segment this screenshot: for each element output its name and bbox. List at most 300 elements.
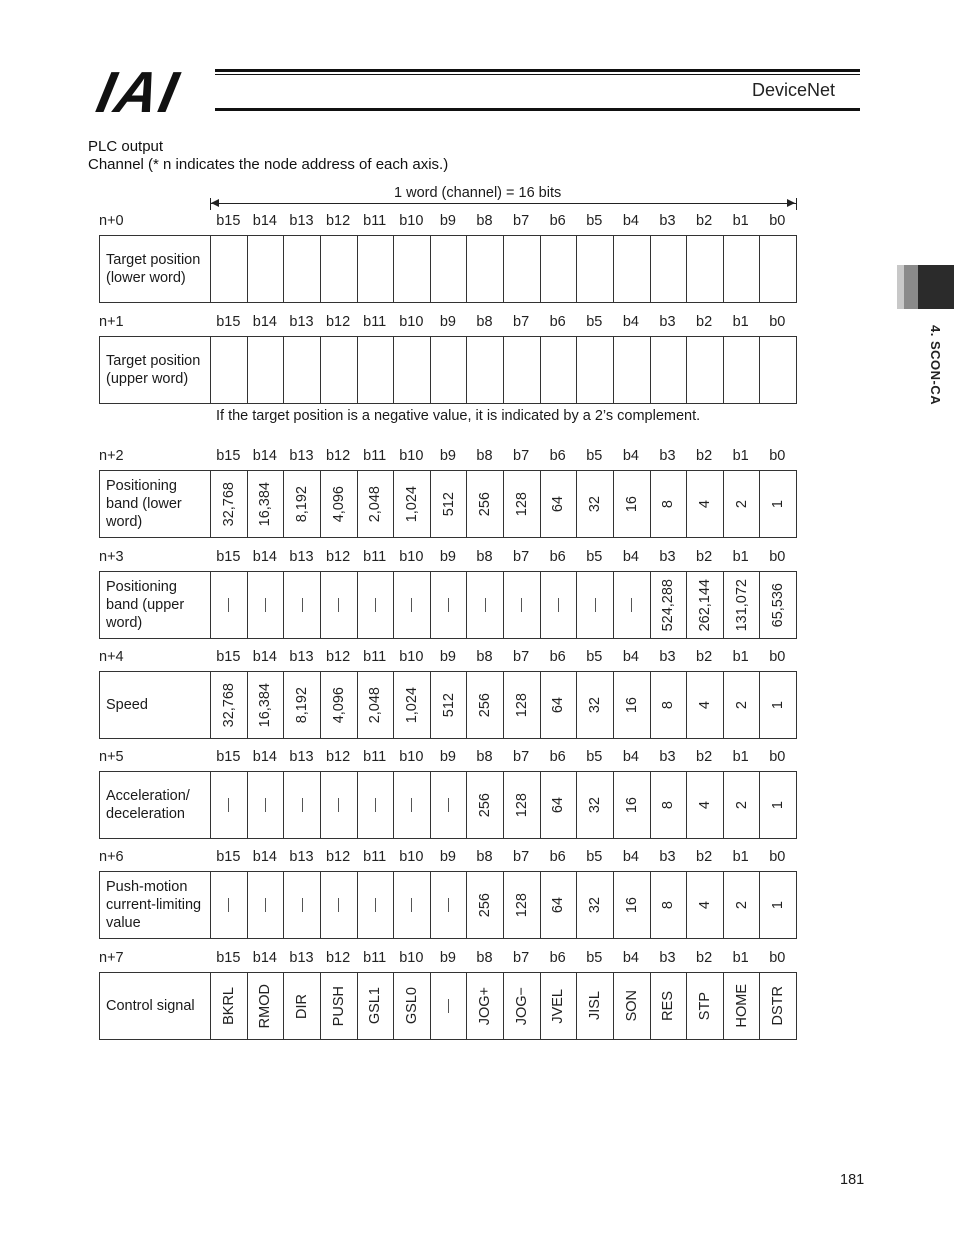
bit-cell bbox=[321, 973, 358, 1039]
bit-value: 16,384 bbox=[257, 682, 274, 728]
bit-header: b5 bbox=[586, 749, 603, 765]
bit-header: b0 bbox=[769, 749, 786, 765]
bit-header: b8 bbox=[476, 549, 493, 565]
bit-cell bbox=[687, 872, 724, 938]
bit-cell bbox=[394, 337, 431, 403]
bit-cell bbox=[394, 672, 431, 738]
bit-header: b15 bbox=[216, 849, 241, 865]
description-line: (lower word) bbox=[106, 270, 186, 286]
bit-cell bbox=[321, 872, 358, 938]
bit-header: b3 bbox=[659, 213, 676, 229]
bit-header: b3 bbox=[659, 649, 676, 665]
bit-value: 8 bbox=[660, 499, 677, 509]
bit-cell bbox=[358, 471, 395, 537]
bit-header: b6 bbox=[549, 448, 566, 464]
bit-header: b3 bbox=[659, 448, 676, 464]
unused-bit-dash bbox=[228, 598, 229, 612]
bit-value: 2 bbox=[733, 700, 750, 710]
bit-header: b1 bbox=[732, 950, 749, 966]
unused-bit-dash bbox=[448, 999, 449, 1013]
bit-cell bbox=[431, 337, 468, 403]
bit-value: RMOD bbox=[257, 983, 274, 1029]
description-line: word) bbox=[106, 514, 143, 530]
bit-header: b8 bbox=[476, 213, 493, 229]
bit-cell bbox=[248, 973, 285, 1039]
bit-cell bbox=[687, 672, 724, 738]
bit-value: 128 bbox=[513, 892, 530, 918]
bit-value: 16 bbox=[623, 696, 640, 714]
bit-header: b15 bbox=[216, 649, 241, 665]
bit-header: b1 bbox=[732, 849, 749, 865]
bit-cell bbox=[431, 872, 468, 938]
bit-grid bbox=[99, 235, 797, 303]
bit-cell bbox=[431, 236, 468, 302]
bit-header: b11 bbox=[363, 749, 387, 765]
bit-header: b10 bbox=[399, 213, 424, 229]
bit-cell bbox=[541, 872, 578, 938]
bit-value: 32,768 bbox=[220, 682, 237, 728]
bit-header: b8 bbox=[476, 649, 493, 665]
side-tab-block bbox=[918, 265, 954, 309]
bit-cell bbox=[248, 337, 285, 403]
bit-value: GSL0 bbox=[403, 987, 420, 1025]
page-number: 181 bbox=[840, 1172, 865, 1188]
bit-value: JOG+ bbox=[477, 986, 494, 1026]
description-line: Acceleration/ bbox=[106, 788, 190, 804]
bit-header-row bbox=[99, 849, 797, 871]
description-line: Positioning bbox=[106, 579, 177, 595]
bit-cell bbox=[687, 973, 724, 1039]
bit-grid bbox=[99, 771, 797, 839]
bit-grid bbox=[99, 972, 797, 1040]
bit-header-row bbox=[99, 314, 797, 336]
bit-header: b11 bbox=[363, 950, 387, 966]
bit-cell bbox=[687, 772, 724, 838]
bit-cell bbox=[211, 236, 248, 302]
bit-header: b0 bbox=[769, 213, 786, 229]
bit-header: b1 bbox=[732, 749, 749, 765]
bit-header: b11 bbox=[363, 213, 387, 229]
bit-cell bbox=[687, 337, 724, 403]
bit-cell bbox=[211, 973, 248, 1039]
bit-header: b7 bbox=[513, 950, 530, 966]
bit-cell bbox=[431, 973, 468, 1039]
bit-cell bbox=[284, 772, 321, 838]
bit-header: b3 bbox=[659, 549, 676, 565]
arrow-left-icon bbox=[211, 199, 219, 207]
bit-cell bbox=[467, 672, 504, 738]
bit-header: b12 bbox=[325, 213, 351, 229]
bit-header: b10 bbox=[399, 749, 424, 765]
bit-value: HOME bbox=[733, 984, 750, 1028]
bit-cell bbox=[614, 236, 651, 302]
side-tab-label: 4. SCON-CA bbox=[928, 325, 943, 406]
bit-header: b1 bbox=[732, 213, 749, 229]
description-line: Target position bbox=[106, 252, 201, 268]
bit-header-row bbox=[99, 213, 797, 235]
arrow-right-icon bbox=[787, 199, 795, 207]
bit-cell bbox=[321, 772, 358, 838]
bit-header: b14 bbox=[252, 749, 277, 765]
bit-header: b0 bbox=[769, 849, 786, 865]
bit-value: 8 bbox=[660, 900, 677, 910]
bit-cell bbox=[541, 337, 578, 403]
bit-cell bbox=[211, 337, 248, 403]
bit-value: RES bbox=[660, 991, 677, 1021]
bit-header: b6 bbox=[549, 213, 566, 229]
arrow-cap-right bbox=[796, 198, 797, 210]
bit-header: b8 bbox=[476, 448, 493, 464]
bit-header: b7 bbox=[513, 849, 530, 865]
bit-header: b3 bbox=[659, 849, 676, 865]
unused-bit-dash bbox=[595, 598, 596, 612]
word-table bbox=[99, 649, 797, 739]
bit-header: b6 bbox=[549, 549, 566, 565]
bit-header: b14 bbox=[252, 314, 277, 330]
bit-header: b4 bbox=[622, 549, 639, 565]
bit-header: b10 bbox=[399, 950, 424, 966]
node-label: n+6 bbox=[99, 849, 124, 865]
description-line: Push-motion bbox=[106, 879, 188, 895]
iai-logo: IAI bbox=[91, 60, 186, 125]
bit-cell bbox=[577, 973, 614, 1039]
bit-grid bbox=[99, 470, 797, 538]
bit-value: 1 bbox=[770, 900, 787, 910]
bit-header: b5 bbox=[586, 549, 603, 565]
bit-cell bbox=[614, 973, 651, 1039]
bit-cell bbox=[760, 672, 796, 738]
bit-header: b0 bbox=[769, 549, 786, 565]
bit-cell bbox=[541, 672, 578, 738]
bit-header: b13 bbox=[289, 749, 314, 765]
bit-cell bbox=[248, 572, 285, 638]
bit-value: 65,536 bbox=[770, 582, 787, 628]
word-span-line bbox=[210, 203, 796, 204]
bit-cell bbox=[358, 973, 395, 1039]
bit-cell bbox=[614, 337, 651, 403]
bit-cell bbox=[467, 872, 504, 938]
bit-cell bbox=[211, 471, 248, 537]
bit-cell bbox=[724, 672, 761, 738]
bit-cell bbox=[284, 337, 321, 403]
bit-value: BKRL bbox=[220, 987, 237, 1025]
bit-cell bbox=[321, 672, 358, 738]
intro-line-1: PLC output bbox=[88, 138, 164, 155]
bit-header: b10 bbox=[399, 849, 424, 865]
bit-header: b7 bbox=[513, 314, 530, 330]
bit-cell bbox=[358, 337, 395, 403]
description-line: band (upper bbox=[106, 597, 185, 613]
bit-header: b12 bbox=[325, 950, 351, 966]
bit-value: 512 bbox=[440, 491, 457, 517]
bit-cell bbox=[284, 872, 321, 938]
bit-header: b15 bbox=[216, 950, 241, 966]
word-table bbox=[99, 549, 797, 639]
bit-header: b5 bbox=[586, 849, 603, 865]
bit-cell bbox=[467, 572, 504, 638]
unused-bit-dash bbox=[448, 898, 449, 912]
bit-cell bbox=[651, 236, 688, 302]
bit-header: b5 bbox=[586, 448, 603, 464]
word-table bbox=[99, 849, 797, 939]
bit-value: 64 bbox=[550, 896, 567, 914]
bit-cell bbox=[248, 236, 285, 302]
unused-bit-dash bbox=[265, 798, 266, 812]
bit-header: b5 bbox=[586, 213, 603, 229]
word-description bbox=[100, 872, 211, 938]
bit-header: b4 bbox=[622, 649, 639, 665]
bit-header: b1 bbox=[732, 448, 749, 464]
bit-cell bbox=[504, 471, 541, 537]
description-line: band (lower bbox=[106, 496, 182, 512]
node-label: n+3 bbox=[99, 549, 124, 565]
bit-cell bbox=[211, 872, 248, 938]
bit-header: b12 bbox=[325, 649, 351, 665]
bit-cell bbox=[614, 672, 651, 738]
bit-header: b7 bbox=[513, 448, 530, 464]
unused-bit-dash bbox=[411, 598, 412, 612]
word-description bbox=[100, 236, 211, 302]
bit-cell bbox=[358, 772, 395, 838]
bit-cell bbox=[321, 236, 358, 302]
bit-cell bbox=[358, 872, 395, 938]
bit-value: JISL bbox=[587, 991, 604, 1021]
bit-header: b9 bbox=[439, 213, 456, 229]
bit-header: b8 bbox=[476, 950, 493, 966]
unused-bit-dash bbox=[521, 598, 522, 612]
bit-value: 8,192 bbox=[294, 485, 311, 523]
bit-value: PUSH bbox=[330, 985, 347, 1027]
bit-cell bbox=[687, 572, 724, 638]
description-line: Positioning bbox=[106, 478, 177, 494]
bit-header: b13 bbox=[289, 314, 314, 330]
bit-value: STP bbox=[696, 991, 713, 1021]
bit-header: b3 bbox=[659, 950, 676, 966]
bit-cell bbox=[431, 772, 468, 838]
bit-cell bbox=[467, 337, 504, 403]
header-rule-bottom bbox=[215, 108, 860, 111]
bit-value: 131,072 bbox=[733, 578, 750, 632]
bit-value: 1,024 bbox=[403, 485, 420, 523]
bit-cell bbox=[760, 973, 796, 1039]
bit-header: b2 bbox=[696, 213, 713, 229]
bit-header: b4 bbox=[622, 950, 639, 966]
bit-cell bbox=[467, 236, 504, 302]
bit-header: b6 bbox=[549, 314, 566, 330]
bit-cell bbox=[248, 672, 285, 738]
bit-header: b0 bbox=[769, 314, 786, 330]
bit-value: 524,288 bbox=[660, 578, 677, 632]
bit-value: 2,048 bbox=[367, 686, 384, 724]
bit-cell bbox=[651, 872, 688, 938]
bit-header: b13 bbox=[289, 849, 314, 865]
bit-header: b4 bbox=[622, 314, 639, 330]
bit-value: 256 bbox=[477, 892, 494, 918]
bit-value: 2 bbox=[733, 800, 750, 810]
description-line: Target position bbox=[106, 353, 201, 369]
bit-header: b7 bbox=[513, 649, 530, 665]
bit-cell bbox=[651, 672, 688, 738]
bit-cell bbox=[541, 471, 578, 537]
node-label: n+0 bbox=[99, 213, 124, 229]
bit-value: 128 bbox=[513, 792, 530, 818]
bit-cell bbox=[358, 236, 395, 302]
bit-cell bbox=[431, 471, 468, 537]
bit-value: 32,768 bbox=[220, 481, 237, 527]
bit-header: b9 bbox=[439, 314, 456, 330]
word-size-label: 1 word (channel) = 16 bits bbox=[394, 185, 562, 201]
bit-header: b12 bbox=[325, 314, 351, 330]
bit-header: b5 bbox=[586, 950, 603, 966]
bit-cell bbox=[467, 772, 504, 838]
bit-cell bbox=[724, 572, 761, 638]
bit-value: 32 bbox=[587, 495, 604, 513]
bit-header: b9 bbox=[439, 950, 456, 966]
bit-header: b10 bbox=[399, 314, 424, 330]
bit-header: b4 bbox=[622, 448, 639, 464]
bit-value: 262,144 bbox=[696, 578, 713, 632]
unused-bit-dash bbox=[265, 598, 266, 612]
bit-cell bbox=[614, 872, 651, 938]
bit-header: b9 bbox=[439, 448, 456, 464]
bit-header: b6 bbox=[549, 849, 566, 865]
bit-value: 4 bbox=[696, 499, 713, 509]
unused-bit-dash bbox=[302, 598, 303, 612]
bit-cell bbox=[651, 471, 688, 537]
bit-cell bbox=[724, 236, 761, 302]
bit-value: 32 bbox=[587, 696, 604, 714]
bit-cell bbox=[467, 973, 504, 1039]
bit-value: GSL1 bbox=[367, 987, 384, 1025]
bit-value: 16 bbox=[623, 896, 640, 914]
word-description bbox=[100, 973, 211, 1039]
bit-cell bbox=[358, 572, 395, 638]
bit-header: b8 bbox=[476, 314, 493, 330]
bit-header: b4 bbox=[622, 849, 639, 865]
bit-header: b11 bbox=[363, 649, 387, 665]
bit-header: b14 bbox=[252, 549, 277, 565]
bit-cell bbox=[724, 471, 761, 537]
bit-cell bbox=[577, 572, 614, 638]
bit-header: b7 bbox=[513, 213, 530, 229]
unused-bit-dash bbox=[411, 798, 412, 812]
unused-bit-dash bbox=[375, 598, 376, 612]
word-description bbox=[100, 772, 211, 838]
unused-bit-dash bbox=[375, 898, 376, 912]
bit-header: b2 bbox=[696, 849, 713, 865]
bit-header: b13 bbox=[289, 448, 314, 464]
bit-header: b1 bbox=[732, 314, 749, 330]
bit-cell bbox=[760, 471, 796, 537]
bit-cell bbox=[577, 337, 614, 403]
bit-value: 1 bbox=[770, 700, 787, 710]
description-line: word) bbox=[106, 615, 143, 631]
bit-cell bbox=[284, 471, 321, 537]
bit-value: 32 bbox=[587, 896, 604, 914]
bit-value: 64 bbox=[550, 796, 567, 814]
bit-header-row bbox=[99, 549, 797, 571]
bit-cell bbox=[760, 872, 796, 938]
bit-cell bbox=[577, 471, 614, 537]
unused-bit-dash bbox=[411, 898, 412, 912]
bit-cell bbox=[504, 973, 541, 1039]
unused-bit-dash bbox=[631, 598, 632, 612]
bit-cell bbox=[284, 236, 321, 302]
bit-header: b9 bbox=[439, 649, 456, 665]
bit-header: b11 bbox=[363, 314, 387, 330]
word-description bbox=[100, 572, 211, 638]
bit-header: b14 bbox=[252, 649, 277, 665]
bit-header: b2 bbox=[696, 549, 713, 565]
bit-cell bbox=[760, 236, 796, 302]
bit-cell bbox=[651, 772, 688, 838]
bit-value: 8 bbox=[660, 800, 677, 810]
bit-cell bbox=[431, 572, 468, 638]
bit-header: b9 bbox=[439, 849, 456, 865]
bit-value: 256 bbox=[477, 792, 494, 818]
bit-header: b12 bbox=[325, 849, 351, 865]
bit-cell bbox=[504, 337, 541, 403]
intro-line-2: Channel (* n indicates the node address of each axis.) bbox=[88, 156, 449, 173]
unused-bit-dash bbox=[448, 798, 449, 812]
bit-cell bbox=[541, 772, 578, 838]
bit-cell bbox=[394, 973, 431, 1039]
bit-cell bbox=[541, 236, 578, 302]
bit-header: b13 bbox=[289, 649, 314, 665]
bit-value: 4 bbox=[696, 800, 713, 810]
bit-value: 32 bbox=[587, 796, 604, 814]
bit-cell bbox=[321, 572, 358, 638]
bit-header: b7 bbox=[513, 549, 530, 565]
side-tab-shade-mid bbox=[904, 265, 918, 309]
bit-header: b10 bbox=[399, 649, 424, 665]
bit-value: 4 bbox=[696, 700, 713, 710]
bit-value: 16,384 bbox=[257, 481, 274, 527]
bit-cell bbox=[504, 872, 541, 938]
bit-header: b14 bbox=[252, 849, 277, 865]
bit-grid bbox=[99, 336, 797, 404]
bit-cell bbox=[760, 572, 796, 638]
bit-cell bbox=[760, 337, 796, 403]
description-line: Speed bbox=[106, 697, 148, 713]
bit-value: 64 bbox=[550, 495, 567, 513]
bit-cell bbox=[687, 471, 724, 537]
header-title: DeviceNet bbox=[752, 80, 836, 100]
bit-value: 2,048 bbox=[367, 485, 384, 523]
bit-cell bbox=[211, 672, 248, 738]
bit-cell bbox=[431, 672, 468, 738]
bit-value: 64 bbox=[550, 696, 567, 714]
bit-header: b3 bbox=[659, 749, 676, 765]
bit-header-row bbox=[99, 649, 797, 671]
description-line: Control signal bbox=[106, 998, 195, 1014]
node-label: n+7 bbox=[99, 950, 124, 966]
bit-header: b2 bbox=[696, 649, 713, 665]
bit-header: b8 bbox=[476, 749, 493, 765]
bit-cell bbox=[394, 772, 431, 838]
bit-header: b8 bbox=[476, 849, 493, 865]
bit-header: b4 bbox=[622, 749, 639, 765]
twos-complement-note: If the target position is a negative value, it is indicated by a 2’s complement. bbox=[216, 408, 701, 424]
unused-bit-dash bbox=[558, 598, 559, 612]
bit-value: 8,192 bbox=[294, 686, 311, 724]
unused-bit-dash bbox=[485, 598, 486, 612]
bit-grid bbox=[99, 671, 797, 739]
bit-grid bbox=[99, 571, 797, 639]
unused-bit-dash bbox=[448, 598, 449, 612]
bit-cell bbox=[724, 872, 761, 938]
bit-header-row bbox=[99, 749, 797, 771]
